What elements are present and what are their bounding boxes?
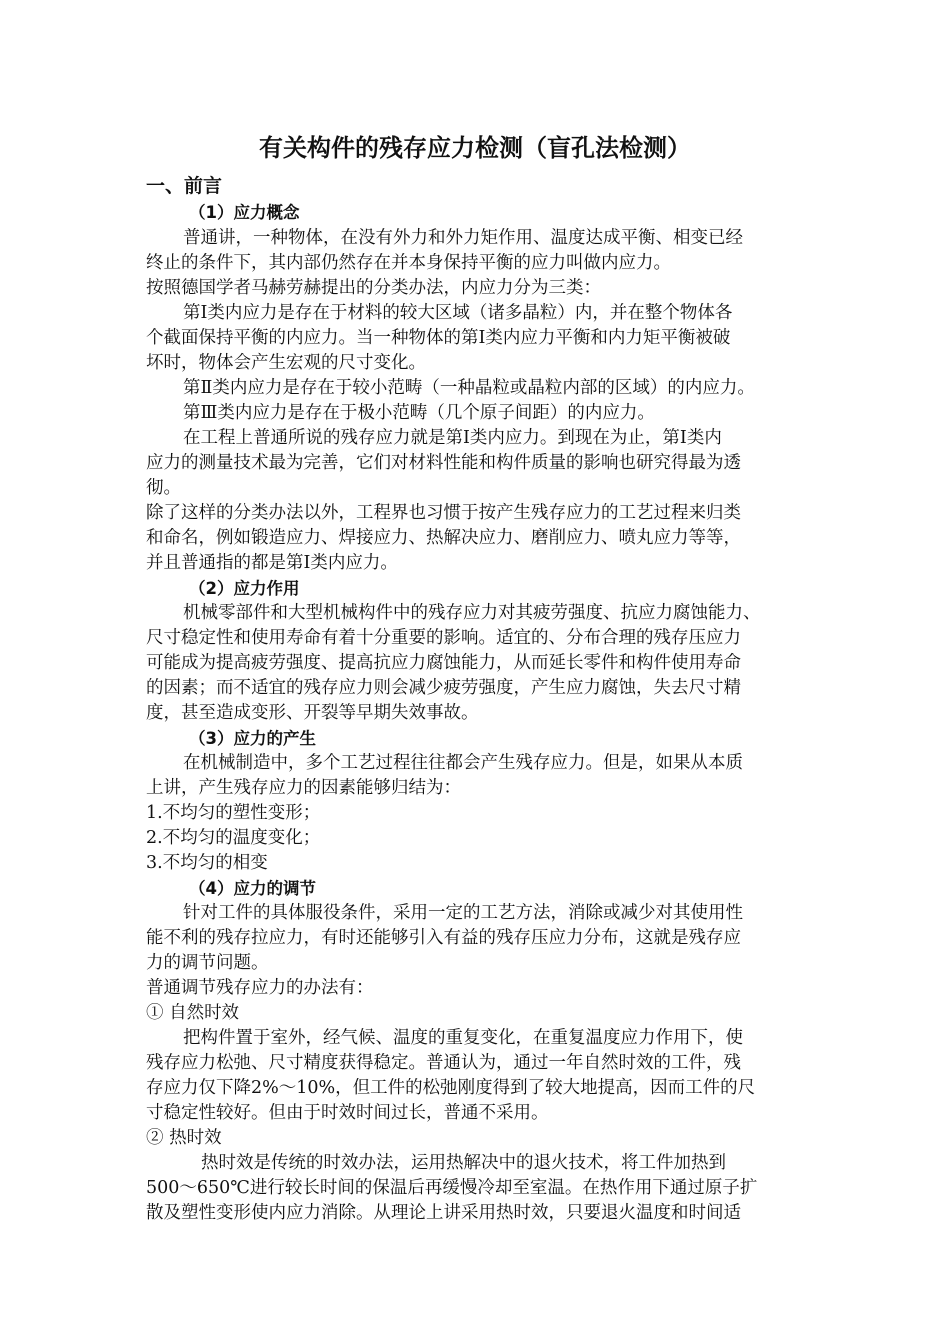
- paragraph-line: 针对工件的具体服役条件，采用一定的工艺方法，消除或减少对其使用性: [183, 903, 743, 923]
- paragraph-line: 可能成为提高疲劳强度、提高抗应力腐蚀能力，从而延长零件和构件使用寿命: [146, 653, 741, 673]
- paragraph-line: 把构件置于室外，经气候、温度的重复变化，在重复温度应力作用下，使: [183, 1028, 743, 1048]
- paragraph-line: 彻。: [146, 478, 181, 498]
- paragraph-line: 热时效是传统的时效办法，运用热解决中的退火技术，将工件加热到: [201, 1153, 726, 1173]
- paragraph-line: 终止的条件下，其内部仍然存在并本身保持平衡的应力叫做内应力。: [146, 253, 671, 273]
- paragraph-line: 和命名，例如锻造应力、焊接应力、热解决应力、磨削应力、喷丸应力等等，: [146, 528, 741, 548]
- subheading-stress-concept: （1）应力概念: [189, 203, 300, 222]
- paragraph-line: 并且普通指的都是第Ⅰ类内应力。: [146, 553, 398, 573]
- paragraph-line: 在工程上普通所说的残存应力就是第Ⅰ类内应力。到现在为止，第Ⅰ类内: [183, 428, 722, 448]
- paragraph-line: 个截面保持平衡的内应力。当一种物体的第Ⅰ类内应力平衡和内力矩平衡被破: [146, 328, 731, 348]
- paragraph-line: 500～650℃进行较长时间的保温后再缓慢冷却至室温。在热作用下通过原子扩: [146, 1178, 758, 1198]
- paragraph-line: 的因素；而不适宜的残存应力则会减少疲劳强度，产生应力腐蚀，失去尺寸精: [146, 678, 741, 698]
- paragraph-line: 能不利的残存拉应力，有时还能够引入有益的残存压应力分布，这就是残存应: [146, 928, 741, 948]
- subheading-stress-adjustment: （4）应力的调节: [189, 879, 316, 898]
- paragraph-line: 力的调节问题。: [146, 953, 269, 973]
- paragraph-line: 第Ⅱ类内应力是存在于较小范畴（一种晶粒或晶粒内部的区域）的内应力。: [183, 378, 755, 398]
- method-item-thermal-aging: ② 热时效: [146, 1128, 222, 1148]
- paragraph-line: 第Ⅲ类内应力是存在于极小范畴（几个原子间距）的内应力。: [183, 403, 655, 423]
- paragraph-line: 机械零部件和大型机械构件中的残存应力对其疲劳强度、抗应力腐蚀能力、: [183, 603, 761, 623]
- paragraph-line: 普通讲，一种物体，在没有外力和外力矩作用、温度达成平衡、相变已经: [183, 228, 743, 248]
- list-item: 3.不均匀的相变: [146, 853, 268, 873]
- paragraph-line: 在机械制造中，多个工艺过程往往都会产生残存应力。但是，如果从本质: [183, 753, 743, 773]
- subheading-stress-effect: （2）应力作用: [189, 579, 300, 598]
- paragraph-line: 尺寸稳定性和使用寿命有着十分重要的影响。适宜的、分布合理的残存压应力: [146, 628, 741, 648]
- paragraph-line: 第Ⅰ类内应力是存在于材料的较大区域（诸多晶粒）内，并在整个物体各: [183, 303, 733, 323]
- paragraph-line: 除了这样的分类办法以外，工程界也习惯于按产生残存应力的工艺过程来归类: [146, 503, 741, 523]
- paragraph-line: 存应力仅下降2%～10%，但工件的松弛刚度得到了较大地提高，因而工件的尺: [146, 1078, 756, 1098]
- paragraph-line: 坏时，物体会产生宏观的尺寸变化。: [146, 353, 426, 373]
- method-item-natural-aging: ① 自然时效: [146, 1003, 240, 1023]
- paragraph-line: 残存应力松弛、尺寸精度获得稳定。普通认为，通过一年自然时效的工件，残: [146, 1053, 741, 1073]
- paragraph-line: 按照德国学者马赫劳赫提出的分类办法，内应力分为三类：: [146, 278, 601, 298]
- subheading-stress-origin: （3）应力的产生: [189, 729, 316, 748]
- list-item: 1.不均匀的塑性变形；: [146, 803, 321, 823]
- document-title: 有关构件的残存应力检测（盲孔法检测）: [259, 134, 691, 162]
- paragraph-line: 应力的测量技术最为完善，它们对材料性能和构件质量的影响也研究得最为透: [146, 453, 741, 473]
- section-heading-preface: 一、前言: [146, 175, 223, 197]
- paragraph-line: 寸稳定性较好。但由于时效时间过长，普通不采用。: [146, 1103, 549, 1123]
- paragraph-line: 上讲，产生残存应力的因素能够归结为：: [146, 778, 461, 798]
- paragraph-line: 散及塑性变形使内应力消除。从理论上讲采用热时效，只要退火温度和时间适: [146, 1203, 741, 1223]
- paragraph-line: 度，甚至造成变形、开裂等早期失效事故。: [146, 703, 479, 723]
- paragraph-line: 普通调节残存应力的办法有：: [146, 978, 374, 998]
- list-item: 2.不均匀的温度变化；: [146, 828, 321, 848]
